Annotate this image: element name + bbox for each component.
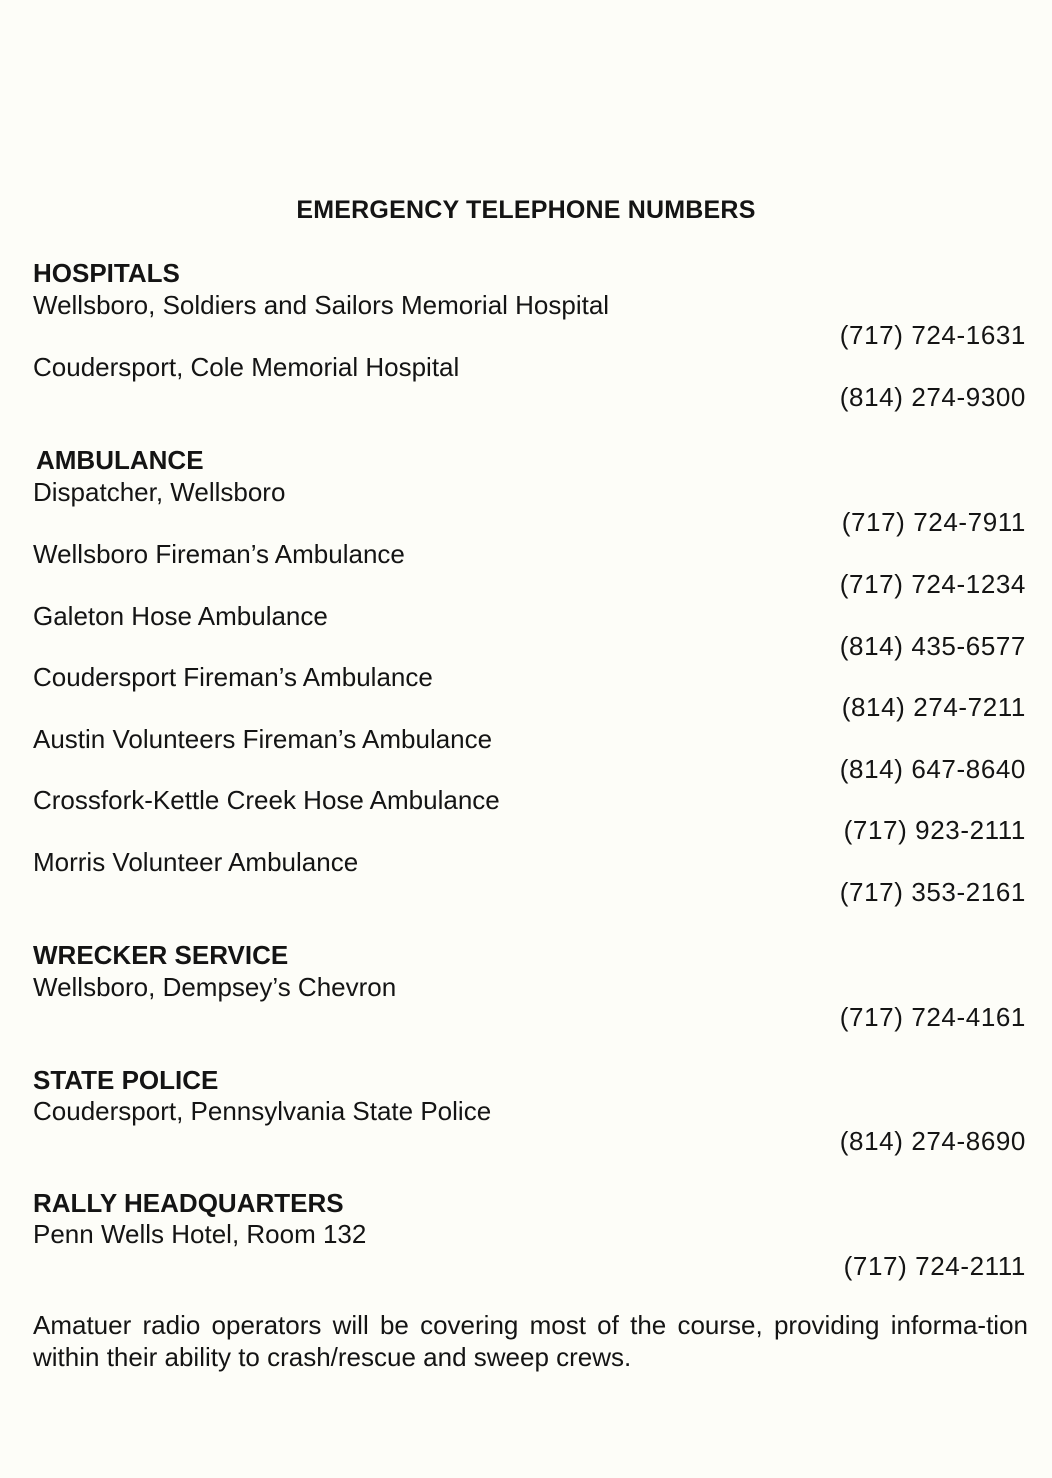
entry-phone: (814) 435-6577	[839, 631, 1026, 661]
entry-name: Coudersport Fireman’s Ambulance	[33, 662, 433, 692]
entry-name: Coudersport, Pennsylvania State Police	[33, 1096, 492, 1126]
radio-operators-note: Amatuer radio operators will be covering most of the course, providing informa-tion within their ability to crash/rescue and sweep crews.	[33, 1310, 1028, 1372]
entry-name: Wellsboro, Soldiers and Sailors Memorial Hospital	[33, 290, 610, 320]
section-heading-hospitals: HOSPITALS	[33, 258, 180, 288]
entry-phone: (814) 647-8640	[839, 754, 1026, 784]
entry-phone: (717) 724-1234	[839, 569, 1026, 599]
section-heading-ambulance: AMBULANCE	[36, 445, 204, 475]
entry-name: Morris Volunteer Ambulance	[33, 847, 359, 877]
entry-name: Galeton Hose Ambulance	[33, 601, 328, 631]
entry-phone: (814) 274-9300	[839, 382, 1026, 412]
section-heading-wrecker-service: WRECKER SERVICE	[33, 940, 289, 970]
entry-name: Coudersport, Cole Memorial Hospital	[33, 352, 460, 382]
section-heading-rally-headquarters: RALLY HEADQUARTERS	[33, 1188, 344, 1218]
entry-phone: (717) 724-2111	[843, 1251, 1026, 1281]
entry-phone: (717) 923-2111	[843, 815, 1026, 845]
entry-phone: (717) 724-1631	[839, 320, 1026, 350]
entry-name: Crossfork-Kettle Creek Hose Ambulance	[33, 785, 500, 815]
entry-phone: (717) 724-7911	[841, 507, 1026, 537]
entry-phone: (814) 274-8690	[839, 1126, 1026, 1156]
entry-name: Dispatcher, Wellsboro	[33, 477, 286, 507]
entry-name: Wellsboro, Dempsey’s Chevron	[33, 972, 397, 1002]
entry-name: Wellsboro Fireman’s Ambulance	[33, 539, 405, 569]
entry-phone: (814) 274-7211	[841, 692, 1026, 722]
section-heading-state-police: STATE POLICE	[33, 1065, 219, 1095]
entry-name: Austin Volunteers Fireman’s Ambulance	[33, 724, 493, 754]
entry-phone: (717) 353-2161	[839, 877, 1026, 907]
page-title: EMERGENCY TELEPHONE NUMBERS	[296, 196, 756, 224]
entry-name: Penn Wells Hotel, Room 132	[33, 1219, 367, 1249]
entry-phone: (717) 724-4161	[839, 1002, 1026, 1032]
